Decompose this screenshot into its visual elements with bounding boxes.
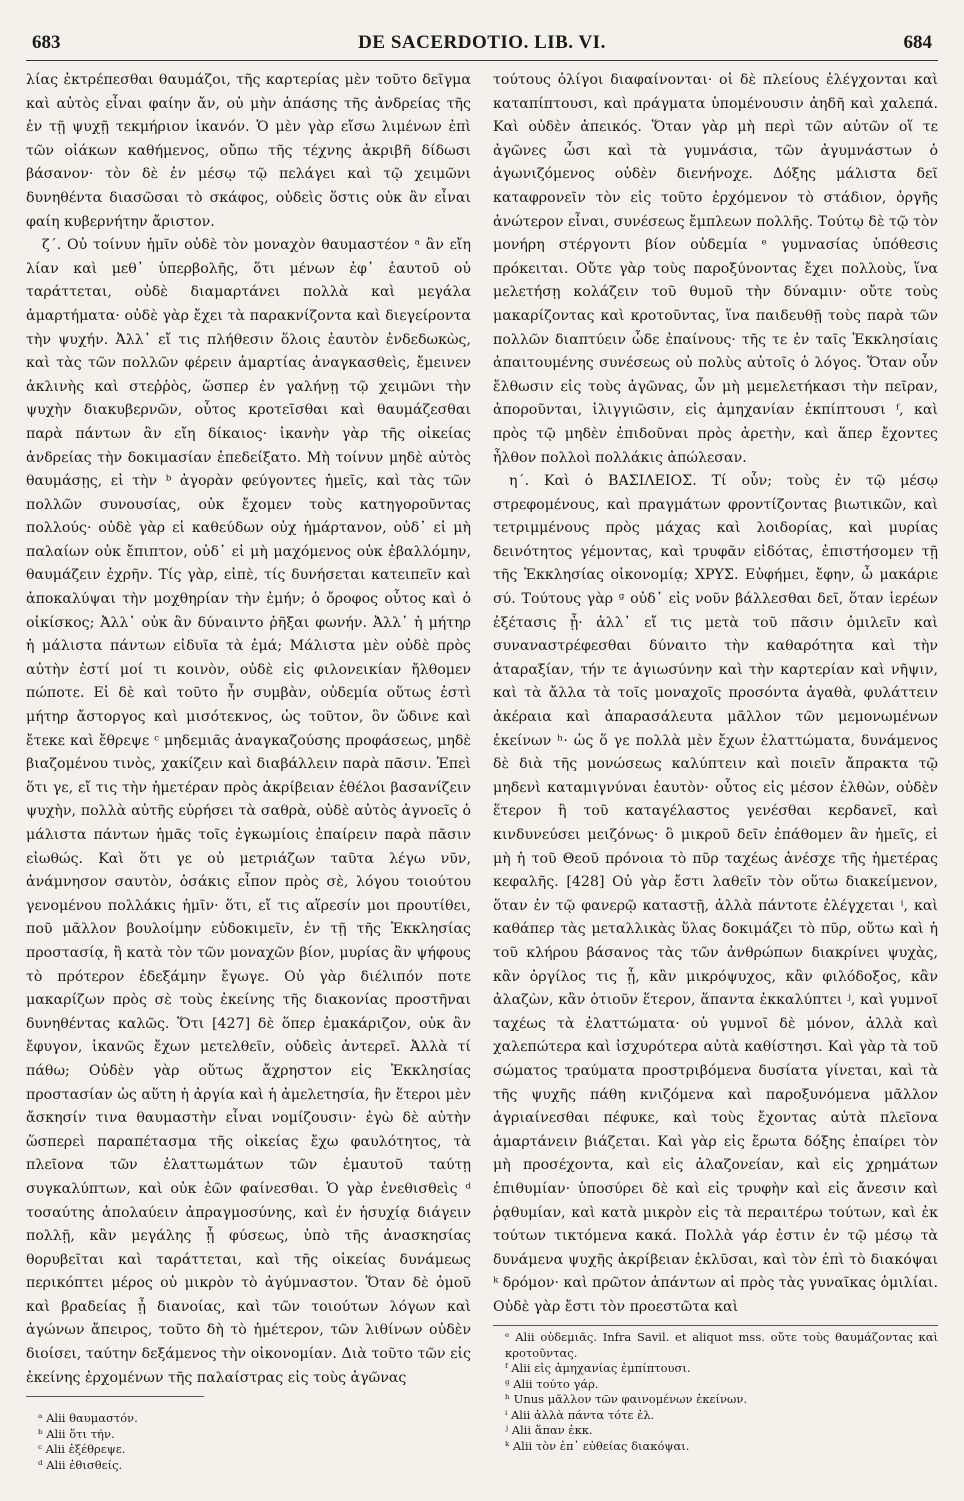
footnote-b: ᵇ Alii ὅτι τήν. — [38, 1426, 115, 1441]
left-paragraph-2: ζ΄. Οὐ τοίνυν ἡμῖν οὐδὲ τὸν μοναχὸν θαυμαστέον ᵃ ἂν εἴη λίαν καὶ μεθ᾽ ὑπερβολῆς, ὅτι μένων ἐφ᾽ ἑαυτοῦ οὐ ταράττεται, οὐδὲ διαμαρτάνει πολλὰ καὶ μεγάλα ἁμαρτήματα· οὐδὲ γὰρ ἔχει τὰ παρακνίζοντα καὶ διεγείροντα τὴν ψυχήν. Ἀλλ᾽ εἴ τις πλήθεσιν ὅλοις ἑαυτὸν ἐνδεδωκὼς, καὶ τὰς τῶν πολλῶν φέρειν ἁμαρτίας ἀναγκασθεὶς, ἔμεινεν ἀκλινὴς καὶ στεῤῥὸς, ὥσπερ ἐν γαλήνῃ τῷ χειμῶνι τὴν ψυχὴν διακυβερνῶν, οὗτος κροτεῖσθαι καὶ θαυμάζεσθαι παρὰ πάντων ἂν εἴη δίκαιος· ἱκανὴν γὰρ τῆς οἰκείας ἀνδρείας τὴν δοκιμασίαν ἐπεδείξατο. Μὴ τοίνυν μηδὲ αὐτὸς θαυμάσῃς, εἰ τὴν ᵇ ἀγορὰν φεύγοντες ἡμεῖς, καὶ τὰς τῶν πολλῶν συνουσίας, οὐκ ἔχομεν τοὺς κατηγοροῦντας πολλούς· οὐδὲ γὰρ εἰ καθεύδων οὐχ ἡμάρτανον, οὐδ᾽ εἰ μὴ παλαίων οὐκ ἔπιπτον, οὐδ᾽ εἰ μὴ μαχόμενος οὐκ ἐβαλλόμην, θαυμάζειν ἐχρῆν. Τίς γὰρ, εἰπὲ, τίς δυνήσεται κατειπεῖν καὶ ἀποκαλύψαι τὴν μοχθηρίαν τὴν ἐμήν; ὁ ὄροφος οὗτος καὶ ὁ οἰκίσκος; Ἀλλ᾽ οὐκ ἂν δύναιντο ῥῆξαι φωνήν. Ἀλλ᾽ ἡ μήτηρ ἡ μάλιστα πάντων εἰδυῖα τὰ ἐμά; Μάλιστα μὲν οὐδὲ πρὸς αὐτὴν ἐστί μοί τι κοινὸν, οὐδὲ εἰς φιλονεικίαν ἤλθομεν πώποτε. Εἰ δὲ καὶ τοῦτο ἦν συμβὰν, οὐδεμία οὕτως ἐστὶ μήτηρ ἄστοργος καὶ μισότεκνος, ὡς τοῦτον, ὃν ὤδινε καὶ ἔτεκε καὶ ἔθρεψε ᶜ μηδεμιᾶς ἀναγκαζούσης προφάσεως, μηδὲ βιαζομένου τινὸς, χακίζειν καὶ διαβάλλειν παρὰ πᾶσιν. Ἐπεὶ ὅτι γε, εἴ τις τὴν ἡμετέραν πρὸς ἀκρίβειαν ἐθέλοι βασανίζειν ψυχὴν, πολλὰ αὐτῆς εὑρήσει τὰ σαθρὰ, οὐδὲ αὐτὸς ἀγνοεῖς ὁ μάλιστα πάντων ἡμᾶς τοῖς ἐγκωμίοις ἐπαίρειν παρὰ πᾶσιν εἰωθώς. Καὶ ὅτι γε οὐ μετριάζων ταῦτα λέγω νῦν, ἀνάμνησον σαυτὸν, ὁσάκις εἶπον πρὸς σὲ, λόγου τοιούτου γενομένου πολλάκις ἡμῖν· ὅτι, εἴ τις αἵρεσίν μοι προυτίθει, ποῦ μᾶλλον βουλοίμην εὐδοκιμεῖν, ἐν τῇ τῆς Ἐκκλησίας προστασίᾳ, ἢ κατὰ τὸν τῶν μοναχῶν βίον, μυρίας ἂν ψήφους τὸ πρότερον ἐδεξάμην ἔγωγε. Οὐ γὰρ διέλιπόν ποτε μακαρίζων πρὸς σὲ τοὺς ἐκείνης τῆς διακονίας προστῆναι δυνηθέντας καλῶς. Ὅτι [427] δὲ ὅπερ ἐμακάριζον, οὐκ ἂν ἔφυγον, ἱκανῶς ἔχων μετελθεῖν, οὐδεὶς ἀντερεῖ. Ἀλλὰ τί πάθω; Οὐδὲν γὰρ οὕτως ἄχρηστον εἰς Ἐκκλησίας προστασίαν ὡς αὕτη ἡ ἀργία καὶ ἡ ἀμελετησία, ἣν ἕτεροι μὲν ἄσκησίν τινα θαυμαστὴν εἶναι νομίζουσιν· ἐγὼ δὲ αὐτὴν ὥσπερεὶ παραπέτασμα τῆς οἰκείας ἔχω φαυλότητος, τὰ πλεῖονα τῶν ἐλαττωμάτων τῶν ἐμαυτοῦ ταύτῃ συγκαλύπτων, καὶ οὐκ ἐῶν φαίνεσθαι. Ὁ γὰρ ἐνεθισθεὶς ᵈ τοσαύτης ἀπολαύειν ἀπραγμοσύνης, καὶ ἐν ἡσυχίᾳ διάγειν πολλῇ, κἂν μεγάλης ᾖ φύσεως, ὑπὸ τῆς ἀνασκησίας θορυβεῖται καὶ ταράττεται, καὶ τῆς οἰκείας δυνάμεως περικόπτει μέρος οὐ μικρὸν τὸ ἀγύμναστον. Ὅταν δὲ ὁμοῦ καὶ βραδείας ᾖ διανοίας, καὶ τῶν τοιούτων λόγων καὶ ἀγώνων ἄπειρος, τοῦτο δὴ τὸ ἡμέτερον, τῶν λιθίνων οὐδὲν διοίσει, ταύτην δεξάμενος τὴν οἰκονομίαν. Διὰ τοῦτο τῶν εἰς ἐκείνης ἐρχομένων τῆς παλαίστρας εἰς τοὺς ἀγῶνας — [26, 237, 471, 1386]
footnote-h: ʰ Unus μᾶλλον τῶν φαινομένων ἐκείνων. — [505, 1392, 747, 1407]
footnote-c: ᶜ Alii ἐξέθρεψε. — [38, 1442, 126, 1457]
right-column — [493, 69, 938, 1473]
running-header — [26, 26, 938, 61]
right-footnotes — [493, 1330, 938, 1454]
page-number-left: 683 — [32, 32, 61, 53]
left-footnotes — [26, 1411, 471, 1473]
right-paragraph-2: η΄. Καὶ ὁ ΒΑΣΙΛΕΙΟΣ. Τί οὖν; τοὺς ἐν τῷ μέσῳ στρεφομένους, καὶ πραγμάτων φροντίζοντας βιωτικῶν, καὶ τετριμμένους πρὸς μάχας καὶ λοιδορίας, καὶ μυρίας δεινότητος γέμοντας, καὶ τρυφᾶν εἰδότας, ἐπιστήσομεν τῇ τῆς Ἐκκλησίας οἰκονομίᾳ; ΧΡΥΣ. Εὐφήμει, ἔφην, ὦ μακάριε σύ. Τούτους γὰρ ᵍ οὐδ᾽ εἰς νοῦν βάλλεσθαι δεῖ, ὅταν ἱερέων ἐξέτασις ᾖ· ἀλλ᾽ εἴ τις μετὰ τοῦ πᾶσιν ὁμιλεῖν καὶ συναναστρέφεσθαι δύναιτο τὴν καθαρότητα καὶ τὴν ἀταραξίαν, τήν τε ἁγιωσύνην καὶ τὴν καρτερίαν καὶ νῆψιν, καὶ τὰ ἄλλα τὰ τοῖς μοναχοῖς προσόντα ἀγαθὰ, φυλάττειν ἀκέραια καὶ ἀπαρασάλευτα μᾶλλον τῶν μεμονωμένων ἐκείνων ʰ· ὡς ὅ γε πολλὰ μὲν ἔχων ἐλαττώματα, δυνάμενος δὲ διὰ τῆς μονώσεως καλύπτειν καὶ ποιεῖν ἄπρακτα τῷ μηδενὶ καταμιγνύναι ἑαυτὸν· οὗτος εἰς μέσον ἐλθὼν, οὐδὲν ἕτερον ἢ τοῦ καταγέλαστος γενέσθαι κερδανεῖ, καὶ κινδυνεύσει μειζόνως· ὃ μικροῦ δεῖν ἐπάθομεν ἂν ἡμεῖς, εἰ μὴ ἡ τοῦ Θεοῦ πρόνοια τὸ πῦρ ταχέως ἀνέσχε τῆς ἡμετέρας κεφαλῆς. [428] Οὐ γὰρ ἔστι λαθεῖν τὸν οὕτω διακείμενον, ὅταν ἐν τῷ φανερῷ καταστῇ, ἀλλὰ πάντοτε ἐλέγχεται ⁱ, καὶ καθάπερ τὰς μεταλλικὰς ὕλας δοκιμάζει τὸ πῦρ, οὕτω καὶ ἡ τοῦ κλήρου βάσανος τὰς τῶν ἀνθρώπων διακρίνει ψυχὰς, κἂν ὀργίλος τις ᾖ, κἂν μικρόψυχος, κἂν φιλόδοξος, κἂν ἀλαζὼν, κἂν ὁτιοῦν ἕτερον, ἅπαντα ἐκκαλύπτει ʲ, καὶ γυμνοῖ ταχέως τὰ ἐλαττώματα· οὐ γυμνοῖ δὲ μόνον, ἀλλὰ καὶ χαλεπώτερα καὶ ἰσχυρότερα αὐτὰ καθίστησι. Καὶ γὰρ τὰ τοῦ σώματος τραύματα προστριβόμενα δυσίατα γίνεται, καὶ τὰ τῆς ψυχῆς πάθη κνιζόμενα καὶ παροξυνόμενα μᾶλλον ἀγριαίνεσθαι πέφυκε, καὶ τοὺς ἔχοντας αὐτὰ πλεῖονα ἁμαρτάνειν βιάζεται. Καὶ γὰρ εἰς ἔρωτα δόξης ἐπαίρει τὸν μὴ προσέχοντα, καὶ εἰς ἀλαζονείαν, καὶ εἰς χρημάτων ἐπιθυμίαν· ὑποσύρει δὲ καὶ εἰς τρυφὴν καὶ εἰς ἄνεσιν καὶ ῥᾳθυμίαν, καὶ κατὰ μικρὸν εἰς τὰ περαιτέρω τούτων, καὶ ἐκ τούτων τικτόμενα κακά. Πολλὰ γάρ ἐστιν ἐν τῷ μέσῳ τὰ δυνάμενα ψυχῆς ἀκρίβειαν ἐκλῦσαι, καὶ τὸν ἐπὶ τὸ διακόψαι ᵏ δρόμον· καὶ πρῶτον ἁπάντων αἱ πρὸς τὰς γυναῖκας ὁμιλίαι. Οὐδὲ γὰρ ἔστι τὸν προεστῶτα καὶ — [493, 473, 938, 1315]
footnote-g: ᵍ Alii τούτο γάρ. — [505, 1376, 599, 1391]
footnote-i: ⁱ Alii ἀλλὰ πάντα τότε ἐλ. — [505, 1407, 655, 1422]
footnote-j: ʲ Alii ἅπαν ἐκκ. — [505, 1423, 593, 1438]
two-column-body — [26, 69, 938, 1473]
footnote-d: ᵈ Alii ἐθισθείς. — [38, 1457, 123, 1472]
left-paragraph-1: λίας ἐκτρέπεσθαι θαυμάζοι, τῆς καρτερίας μὲν τοῦτο δεῖγμα καὶ αὐτὸς εἶναι φαίην ἄν, οὐ μὴν ἁπάσης τῆς ἀνδρείας τῆς ἐν τῇ ψυχῇ τεκμήριον ἱκανόν. Ὁ μὲν γὰρ εἴσω λιμένων ἐπὶ τῶν οἰάκων καθήμενος, οὔπω τῆς τέχνης ἀκριβῆ δίδωσι βάσανον· τὸν δὲ ἐν μέσῳ τῷ πελάγει καὶ τῷ χειμῶνι δυνηθέντα διασῶσαι τὸ σκάφος, οὐδεὶς ὅστις οὐκ ἂν εἶναι φαίη κυβερνήτην ἄριστον. — [26, 72, 471, 230]
left-column — [26, 69, 471, 1473]
footnote-divider-left — [26, 1396, 204, 1397]
footnote-divider-right — [493, 1325, 938, 1326]
footnote-k: ᵏ Alii τὸν ἐπ᾽ εὐθείας διακόψαι. — [505, 1438, 690, 1453]
page-number-right: 684 — [903, 32, 932, 53]
footnote-e: ᵉ Alii οὐδεμιᾶς. Infra Savil. et aliquot mss. οὔτε τοὺς θαυμάζοντας καὶ κροτοῦντας. — [505, 1330, 938, 1360]
footnote-f: ᶠ Alii εἰς ἀμηχανίας ἐμπίπτουσι. — [505, 1361, 691, 1376]
right-paragraph-1: τούτους ὀλίγοι διαφαίνονται· οἱ δὲ πλείους ἐλέγχονται καὶ καταπίπτουσι, καὶ πράγματα ὑπομένουσιν ἀηδῆ καὶ χαλεπά. Καὶ οὐδὲν ἀπεικός. Ὅταν γὰρ μὴ περὶ τῶν αὐτῶν οἵ τε ἀγῶνες ὦσι καὶ τὰ γυμνάσια, τῶν ἀγυμνάστων ὁ ἀγωνιζόμενος οὐδὲν διενήνοχε. Δόξης μάλιστα δεῖ καταφρονεῖν τὸν εἰς τοῦτο ἐρχόμενον τὸ στάδιον, ὀργῆς ἀνώτερον εἶναι, συνέσεως ἔμπλεων πολλῆς. Τούτῳ δὲ τῷ τὸν μονήρη στέργοντι βίον οὐδεμία ᵉ γυμνασίας ὑπόθεσις πρόκειται. Οὔτε γὰρ τοὺς παροξύνοντας ἔχει πολλοὺς, ἵνα μελετήσῃ κολάζειν τοῦ θυμοῦ τὴν δύναμιν· οὔτε τοὺς μακαρίζοντας καὶ κροτοῦντας, ἵνα παιδευθῇ τοὺς παρὰ τῶν πολλῶν διαπτύειν ὧδε ἐπαίνους· τῆς τε ἐν ταῖς Ἐκκλησίαις ἀπαιτουμένης συνέσεως οὐ πολὺς αὐτοῖς ὁ λόγος. Ὅταν οὖν ἔλθωσιν εἰς τοὺς ἀγῶνας, ὧν μὴ μεμελετήκασι τὴν πεῖραν, ἀποροῦνται, ἰλιγγιῶσιν, εἰς ἀμηχανίαν ἐκπίπτουσι ᶠ, καὶ πρὸς τῷ μηδὲν ἐπιδοῦναι πρὸς ἀρετὴν, καὶ ἅπερ ἔχοντες ἦλθον πολλοὶ πολλάκις ἀπώλεσαν. — [493, 72, 938, 466]
footnote-a: ᵃ Alii θαυμαστόν. — [38, 1411, 138, 1426]
running-title: DE SACERDOTIO. LIB. VI. — [358, 32, 606, 53]
